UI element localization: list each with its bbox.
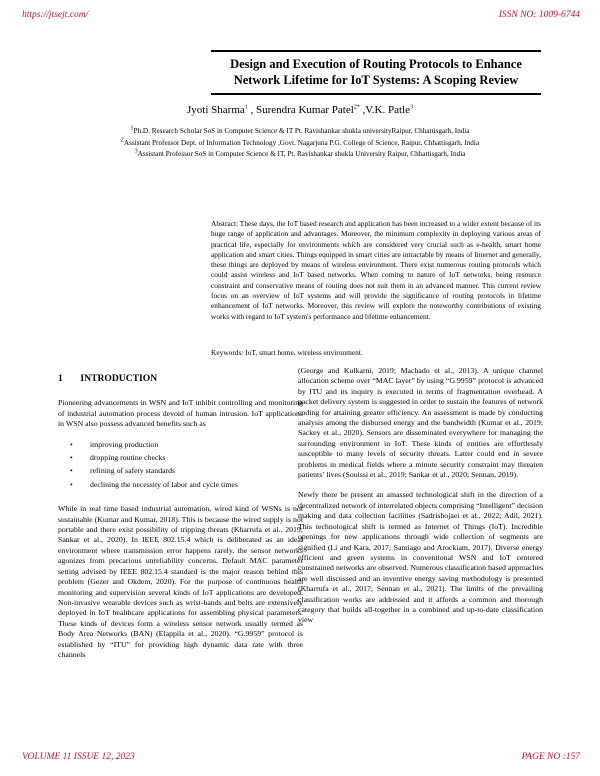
author-sup: 2* bbox=[353, 104, 360, 111]
bullet-icon: • bbox=[70, 453, 73, 463]
section-number: 1 bbox=[58, 373, 63, 384]
affiliation-text: Assistant Professor Dept. of Information Technology ,Govt. Nagarjuna P.G. College of Science, Raipur, Chhattisgarh, India bbox=[123, 138, 480, 147]
list-item-text: improving production bbox=[90, 439, 159, 449]
affiliation bbox=[0, 149, 600, 161]
left-column bbox=[58, 364, 303, 670]
title-rule-bottom bbox=[211, 93, 541, 95]
bullet-icon: • bbox=[70, 439, 73, 449]
author-sup: 1 bbox=[244, 104, 248, 111]
paragraph: While in real time based industrial automation, wired kind of WSNs is not sustainable (Kumar and Kumar, 2018). This is because the wired supply is not portable and there exist possibility of tripping threats (Kharrufa et al., 2019; Sankar et al., 2020). In IEEE 802.15.4 which is deliberated as an ideal environment where transmission error happens rarely, the sensor networks agonizes from precarious unreliability concerns. Default MAC parameter setting advised by IEEE 802.15.4 standard is the major reason behind this problem (Gezer and Okdem, 2020). For the purpose of continuous health monitoring and supervision several kinds of IoT applications are developed. Non-invasive wearable devices such as wrist-bands and belts are extensively deployed in IoT healthcare applications for assembling physical parameters. These kinds of devices form a wireless sensor network usually termed as Body Area Networks (BAN) (Elappila et al., 2020). “G.9959” protocol is established by “ITU” for providing high dynamic data rate with three channels bbox=[58, 504, 303, 659]
author-line bbox=[0, 104, 600, 116]
page-number: PAGE NO :157 bbox=[521, 752, 580, 762]
author-name: Jyoti Sharma bbox=[187, 104, 245, 116]
affiliation-sup: 1 bbox=[130, 125, 134, 132]
keywords: Keywords: IoT, smart home, wireless environment. bbox=[211, 348, 363, 357]
list-item-text: declining the necessity of labor and cycle times bbox=[90, 479, 238, 489]
affiliation bbox=[0, 126, 600, 138]
section-heading bbox=[58, 374, 303, 384]
affiliation-text: Ph.D. Research Scholar SoS in Computer Science & IT Pt. Ravishankar shukla universityRaipur, Chhattisgarh, India bbox=[133, 127, 470, 135]
section-title: INTRODUCTION bbox=[80, 373, 158, 384]
abstract: Abstract: These days, the IoT based research and application has been increased to a wider extent because of its huge range of application and advantages. Moreover, the minimum complexity in deploying various areas of practical life, especially for environments which are considered very crucial such as e-health, smart home application and smart cities. Things equipped in smart cities are intractable by means of Internet and generally, these things are deployed by means of wireless environment. There exist numerous routing protocols which could assist wireless and IoT based networks. When coming to nature of IoT networks, being resource constraint and conservative means of routing does not suit them in an advanced manner. This current review focus on an overview of IoT systems and will provide the significance of routing protocols in lifetime enhancement of IoT networks. Moreover, this review will explore the noteworthy contributions of existing works with regard to IoT system's performance and lifetime enhancement. bbox=[211, 219, 541, 321]
bullet-icon: • bbox=[70, 479, 73, 489]
list-item bbox=[70, 466, 303, 476]
paragraph: Pioneering advancements in WSN and IoT inhibit controlling and monitoring of industrial automation process devoid of human intrusion. IoT applications in WSN also possess advanced benefits such as bbox=[58, 398, 303, 429]
right-column bbox=[298, 366, 543, 636]
affiliation-sup: 2 bbox=[120, 137, 124, 144]
affiliations bbox=[0, 126, 600, 161]
volume-info: VOLUME 11 ISSUE 12, 2023 bbox=[22, 752, 135, 762]
list-item bbox=[70, 453, 303, 463]
author-name: , Surendra Kumar Patel bbox=[247, 104, 354, 116]
author-sup: 3 bbox=[409, 104, 413, 111]
paper-title: Design and Execution of Routing Protocols to Enhance Network Lifetime for IoT Systems: A Scoping Review bbox=[230, 57, 522, 87]
list-item-text: dropping routine checks bbox=[90, 453, 166, 463]
bullet-list bbox=[58, 440, 303, 491]
affiliation bbox=[0, 138, 600, 150]
title-rule-top bbox=[211, 50, 541, 52]
paragraph: (George and Kulkarni, 2019; Machado et al., 2013). A unique channel allocation scheme over “MAC layer” by using “G.9959” protocol is advanced by ITU and its inquiry is executed in terms of fragmentation overhead. A packet delivery system is suggested in order to sustain the features of network coding for attaining greater efficiency. An assessment is made by conducting analysis among the disbursed energy and the bandwidth (Kumar et al., 2019; Sackey et al., 2020). Sensors are disseminated everywhere for managing the surrounding environment in IoT. These kinds of entities are effortlessly susceptible to many levels of security threats. Latter could end in severe problems in medical fields where a minute security constraint may threaten patients’ lives (Souissi et al., 2019; Sankar et al., 2020; Sennan, 2019). bbox=[298, 366, 543, 480]
affiliation-sup: 3 bbox=[134, 148, 138, 155]
bullet-icon: • bbox=[70, 466, 73, 476]
paragraph: Newly there be present an amassed technological shift in the direction of a decentralized network of interrelated objects comprising “Intelligent” decision making and data collection facilities (Sadrishojaei et al., 2022; Adil, 2021). This technological shift is termed as Internet of Things (IoT). Incredible openings for new applications through wide collection of segments are signified (Li and Kara, 2017; Santiago and Arockiam, 2017). Diverse energy efficient and green systems in conventional WSN and IoT centered constrained networks are observed. Numerous classification based approaches are well discussed and an inventive energy saving methodology is presented (Kharrufa et al., 2017; Sennan et al., 2021). The limits of the prevailing classification works are addressed and it affords a common and thorough category that builds all-together in a combined and up-to-date classification view bbox=[298, 490, 543, 625]
author-name: ,V.K. Patle bbox=[359, 104, 410, 116]
issn-number: ISSN NO: 1009-6744 bbox=[498, 10, 580, 20]
list-item bbox=[70, 479, 303, 490]
list-item-text: refining of safety standards bbox=[90, 466, 176, 476]
list-item bbox=[70, 439, 303, 450]
affiliation-text: Assistant Professor SoS in Computer Science & IT, Pt. Ravishankar shukla University Raipur, Chhattisgarh, India bbox=[137, 150, 466, 158]
journal-url[interactable]: https://jtsejt.com/ bbox=[22, 10, 89, 20]
